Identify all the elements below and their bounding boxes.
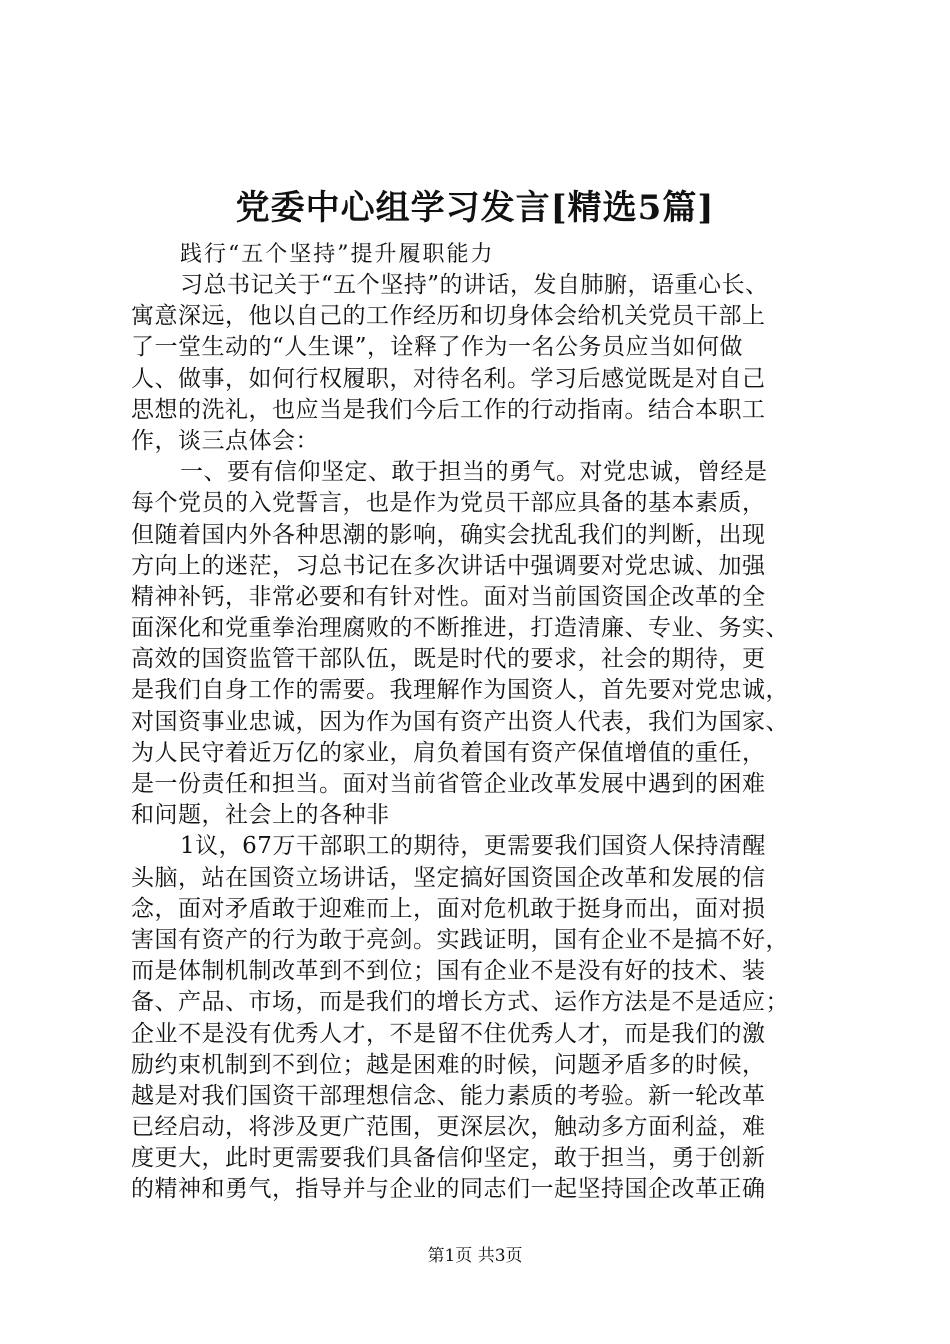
body-line: 已经启动，将涉及更广范围，更深层次，触动多方面利益，难 [131, 1114, 766, 1141]
body-line: 度更大，此时更需要我们具备信仰坚定，敢于担当，勇于创新 [131, 1145, 766, 1172]
body-line: 企业不是没有优秀人才，不是留不住优秀人才，而是我们的激 [131, 1020, 766, 1047]
body-line: 思想的洗礼，也应当是我们今后工作的行动指南。结合本职工 [131, 396, 766, 423]
body-line: 害国有资产的行为敢于亮剑。实践证明，国有企业不是搞不好， [131, 926, 789, 953]
body-line: 寓意深远，他以自己的工作经历和切身体会给机关党员干部上 [131, 303, 766, 330]
body-line: 作，谈三点体会： [131, 427, 319, 454]
body-line: 习总书记关于“五个坚持”的讲话，发自肺腑，语重心长、 [180, 272, 769, 298]
body-line: 而是体制机制改革到不到位；国有企业不是没有好的技术、装 [131, 958, 766, 985]
body-line: 励约束机制到不到位；越是困难的时候，问题矛盾多的时候， [131, 1051, 766, 1078]
document-title: 党委中心组学习发言[精选5篇] [235, 188, 715, 228]
body-line: 但随着国内外各种思潮的影响，确实会扰乱我们的判断，出现 [131, 521, 766, 548]
body-line: 越是对我们国资干部理想信念、能力素质的考验。新一轮改革 [131, 1082, 766, 1109]
body-line: 了一堂生动的“人生课”，诠释了作为一名公务员应当如何做 [131, 334, 744, 361]
body-line: 念，面对矛盾敢于迎难而上，面对危机敢于挺身而出，面对损 [131, 895, 766, 922]
body-line: 精神补钙，非常必要和有针对性。面对当前国资国企改革的全 [131, 583, 766, 610]
body-line: 头脑，站在国资立场讲话，坚定搞好国资国企改革和发展的信 [131, 864, 766, 891]
body-line: 高效的国资监管干部队伍，既是时代的要求，社会的期待，更 [131, 646, 766, 673]
body-line: 的精神和勇气，指导并与企业的同志们一起坚持国企改革正确 [131, 1176, 766, 1203]
body-line: 是我们自身工作的需要。我理解作为国资人，首先要对党忠诚， [131, 677, 789, 704]
document-body [131, 270, 831, 1206]
body-line: 人、做事，如何行权履职，对待名利。学习后感觉既是对自己 [131, 365, 766, 392]
body-line: 备、产品、市场，而是我们的增长方式、运作方法是不是适应； [131, 989, 789, 1016]
body-line: 面深化和党重拳治理腐败的不断推进，打造清廉、专业、务实、 [131, 615, 789, 642]
document-subtitle: 践行“五个坚持”提升履职能力 [180, 242, 495, 267]
page-footer: 第1页 共3页 [427, 1246, 523, 1266]
body-line: 一、要有信仰坚定、敢于担当的勇气。对党忠诚，曾经是 [180, 459, 768, 486]
body-line: 是一份责任和担当。面对当前省管企业改革发展中遇到的困难 [131, 771, 766, 797]
body-line: 1议，67万干部职工的期待，更需要我们国资人保持清醒 [180, 833, 766, 860]
body-line: 对国资事业忠诚，因为作为国有资产出资人代表，我们为国家、 [131, 708, 789, 735]
body-line: 方向上的迷茫，习总书记在多次讲话中强调要对党忠诚、加强 [131, 552, 766, 579]
body-line: 为人民守着近万亿的家业，肩负着国有资产保值增值的重任， [131, 739, 766, 766]
body-line: 每个党员的入党誓言，也是作为党员干部应具备的基本素质， [131, 490, 766, 517]
body-line: 和问题，社会上的各种非 [131, 802, 390, 829]
